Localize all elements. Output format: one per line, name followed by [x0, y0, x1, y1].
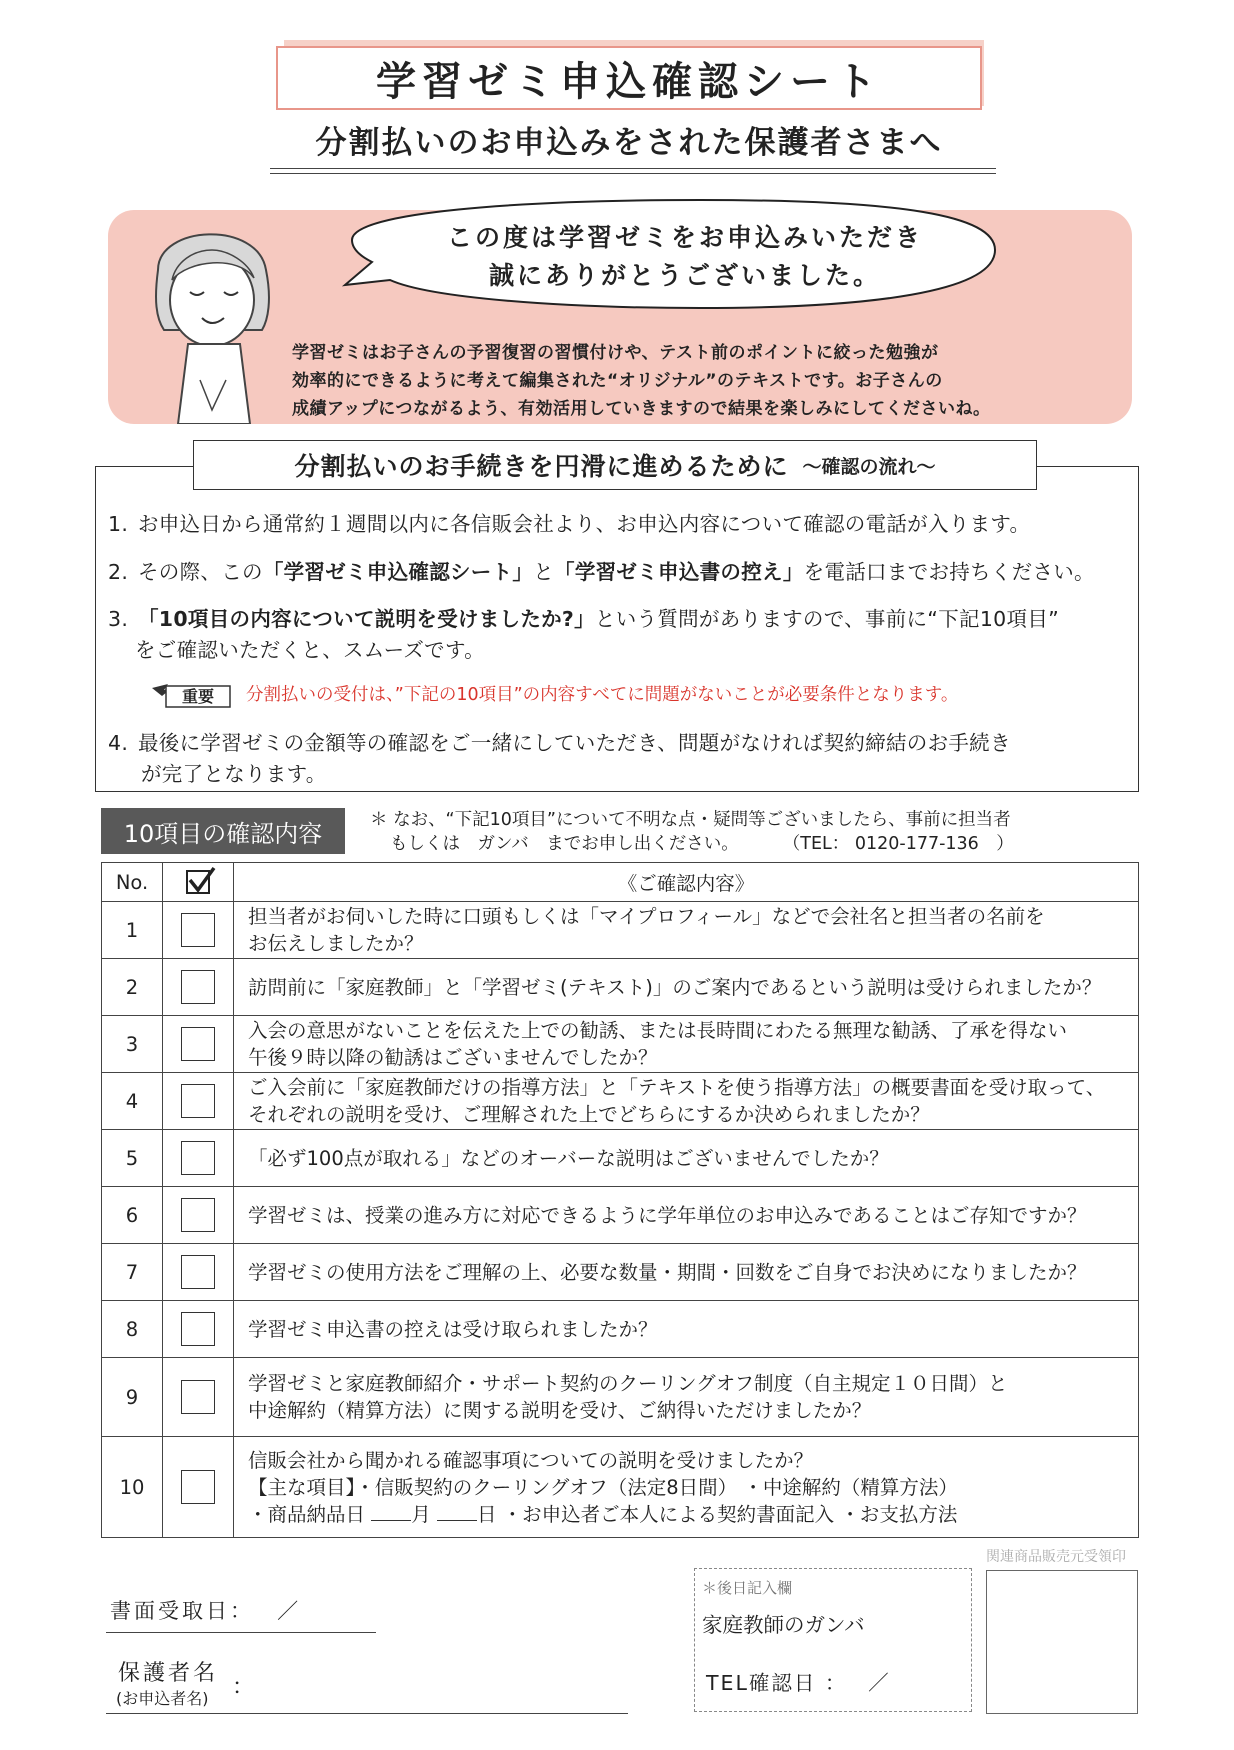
question-line: 入会の意思がないことを伝えた上での勧誘、または長時間にわたる無理な勧誘、了承を得ない — [248, 1019, 1068, 1042]
question-line: ご入会前に「家庭教師だけの指導方法」と「テキストを使う指導方法」の概要書面を受け取って、 — [248, 1076, 1106, 1099]
checkbox[interactable] — [181, 1141, 215, 1175]
bubble-text-line1: この度は学習ゼミをお申込みいただき — [446, 223, 923, 252]
question-line: 学習ゼミと家庭教師紹介・サポート契約のクーリングオフ制度（自主規定１０日間）と — [248, 1372, 1008, 1395]
important-label: 重要 — [181, 687, 215, 706]
procedure-step-2 — [108, 557, 1095, 587]
step-number: 3. — [108, 607, 129, 631]
procedure-title: 分割払いのお手続きを円滑に進めるために — [294, 452, 789, 481]
procedure-title-box — [193, 440, 1037, 490]
row-number: 10 — [102, 1437, 163, 1538]
question-line: 信販会社から聞かれる確認事項についての説明を受けましたか？ — [248, 1448, 814, 1472]
intro-text-line2: 効率的にできるように考えて編集された“オリジナル”のテキストです。お子さんの — [292, 371, 943, 391]
question-line: 担当者がお伺いした時に口頭もしくは「マイプロフィール」などで会社名と担当者の名前を — [248, 905, 1045, 928]
checkbox[interactable] — [181, 1027, 215, 1061]
table-row — [102, 1016, 1139, 1073]
question-line: お伝えしましたか？ — [248, 932, 424, 955]
row-question — [234, 1437, 1139, 1538]
question-line: 訪問前に「家庭教師」と「学習ゼミ(テキスト)」のご案内であるという説明は受けられましたか？ — [248, 975, 1102, 999]
step-number: 2. — [108, 560, 129, 584]
step-emphasis: 「10項目の内容について説明を受けましたか?」 — [138, 607, 595, 631]
page-subtitle: 分割払いのお申込みをされた保護者さまへ — [315, 125, 943, 161]
step-emphasis: 「学習ゼミ申込確認シート」 — [262, 560, 534, 584]
guardian-name-field[interactable]: ： — [232, 1675, 255, 1700]
table-row — [102, 1187, 1139, 1244]
checkmark-icon — [186, 870, 210, 894]
page-title: 学習ゼミ申込確認シート — [276, 46, 982, 110]
checkbox[interactable] — [181, 1198, 215, 1232]
step-number: 1. — [108, 512, 129, 536]
delivery-month-field[interactable] — [371, 1504, 411, 1521]
row-number: 4 — [102, 1073, 163, 1130]
checkbox[interactable] — [181, 1380, 215, 1414]
delivery-day-field[interactable] — [437, 1504, 477, 1521]
row-question — [234, 959, 1139, 1016]
table-row — [102, 902, 1139, 959]
question-line: それぞれの説明を受け、ご理解された上でどちらにするか決められましたか？ — [248, 1103, 930, 1126]
row-number: 1 — [102, 902, 163, 959]
procedure-step-4 — [108, 728, 1011, 758]
row-number: 6 — [102, 1187, 163, 1244]
header-no: No. — [102, 863, 163, 902]
header-content: 《ご確認内容》 — [234, 863, 1139, 902]
row-question — [234, 902, 1139, 959]
checkbox[interactable] — [181, 1312, 215, 1346]
table-row — [102, 1301, 1139, 1358]
items-note-line2 — [390, 830, 1014, 855]
document-received-date-field[interactable]: 書面受取日： ／ — [110, 1599, 302, 1623]
table-row — [102, 1358, 1139, 1437]
row-number: 2 — [102, 959, 163, 1016]
row-number: 3 — [102, 1016, 163, 1073]
row-question — [234, 1016, 1139, 1073]
later-entry-company: 家庭教師のガンバ — [702, 1613, 865, 1637]
question-line: 中途解約（精算方法）に関する説明を受け、ご納得いただけましたか？ — [248, 1399, 872, 1422]
procedure-step-3-line2: をご確認いただくと、スムーズです。 — [135, 638, 485, 662]
row-number: 8 — [102, 1301, 163, 1358]
row-question — [234, 1244, 1139, 1301]
row-question — [234, 1073, 1139, 1130]
items-note-line1: ＊ なお、“下記10項目”について不明な点・疑問等ございましたら、事前に担当者 — [370, 810, 1011, 830]
checkbox[interactable] — [181, 1255, 215, 1289]
mascot-illustration — [138, 210, 288, 424]
step-text: という質問がありますので、事前に“下記10項目” — [594, 607, 1060, 631]
question-line: 学習ゼミ申込書の控えは受け取られましたか？ — [248, 1317, 658, 1341]
confirmation-table — [101, 862, 1139, 1538]
table-row — [102, 1437, 1139, 1538]
checkbox[interactable] — [181, 913, 215, 947]
row-question — [234, 1301, 1139, 1358]
table-row — [102, 1130, 1139, 1187]
question-line: 午後９時以降の勧誘はございませんでしたか？ — [248, 1046, 658, 1069]
step-text: を電話口までお持ちください。 — [803, 560, 1095, 584]
row-question — [234, 1187, 1139, 1244]
procedure-step-3 — [108, 604, 1059, 634]
checkbox[interactable] — [181, 1470, 215, 1504]
document-received-underline — [106, 1632, 376, 1633]
items-section-label: 10項目の確認内容 — [101, 808, 345, 854]
question-line: 【主な項目】・信販契約のクーリングオフ（法定8日間） ・中途解約（精算方法） — [248, 1475, 958, 1499]
tel-confirm-date-field[interactable]: TEL確認日 ： ／ — [706, 1671, 891, 1695]
items-note-text: もしくは ガンバ までお申し出ください。 — [390, 834, 739, 854]
row-question — [234, 1130, 1139, 1187]
table-row — [102, 1073, 1139, 1130]
bubble-text-line2: 誠にありがとうございました。 — [488, 261, 881, 290]
intro-text-line1: 学習ゼミはお子さんの予習復習の習慣付けや、テスト前のポイントに絞った勉強が — [292, 343, 939, 363]
checkbox[interactable] — [181, 1084, 215, 1118]
question-line: 学習ゼミの使用方法をご理解の上、必要な数量・期間・回数をご自身でお決めになりましたか？ — [248, 1260, 1087, 1284]
important-note: 分割払いの受付は、”下記の10項目”の内容すべてに問題がないことが必要条件となります。 — [246, 685, 959, 705]
step-text: 最後に学習ゼミの金額等の確認をご一緒にしていただき、問題がなければ契約締結のお手続き — [138, 731, 1011, 755]
receipt-stamp-box[interactable] — [986, 1570, 1138, 1714]
question-line: ・商品納品日 月 日 ・お申込者ご本人による契約書面記入 ・お支払方法 — [248, 1502, 958, 1526]
row-number: 7 — [102, 1244, 163, 1301]
procedure-step-4-line2: が完了となります。 — [141, 762, 327, 786]
guardian-name-label: 保護者名 — [118, 1661, 219, 1686]
later-entry-note: ＊後日記入欄 — [702, 1579, 793, 1597]
step-emphasis: 「学習ゼミ申込書の控え」 — [554, 560, 804, 584]
intro-text-line3: 成績アップにつながるよう、有効活用していきますので結果を楽しみにしてくださいね。 — [292, 399, 991, 419]
items-note-tel: （TEL： 0120-177-136 ） — [782, 834, 1014, 854]
guardian-name-underline — [106, 1713, 628, 1714]
guardian-name-sublabel: (お申込者名) — [116, 1689, 209, 1708]
receipt-stamp-label: 関連商品販売元受領印 — [986, 1549, 1126, 1565]
step-text: その際、この — [138, 560, 263, 584]
question-line: 「必ず100点が取れる」などのオーバーな説明はございませんでしたか？ — [248, 1146, 889, 1170]
table-header-row — [102, 863, 1139, 902]
procedure-step-1 — [108, 509, 1030, 539]
procedure-subtitle: ～確認の流れ～ — [802, 455, 936, 478]
row-question — [234, 1358, 1139, 1437]
table-row — [102, 1244, 1139, 1301]
row-number: 9 — [102, 1358, 163, 1437]
checkbox[interactable] — [181, 970, 215, 1004]
header-check — [163, 863, 234, 902]
step-text: お申込日から通常約１週間以内に各信販会社より、お申込内容について確認の電話が入ります。 — [138, 512, 1031, 536]
important-icon — [150, 680, 232, 708]
row-number: 5 — [102, 1130, 163, 1187]
step-text: と — [533, 560, 555, 584]
step-number: 4. — [108, 731, 129, 755]
table-row — [102, 959, 1139, 1016]
question-line: 学習ゼミは、授業の進み方に対応できるように学年単位のお申込みであることはご存知ですか？ — [248, 1203, 1087, 1227]
